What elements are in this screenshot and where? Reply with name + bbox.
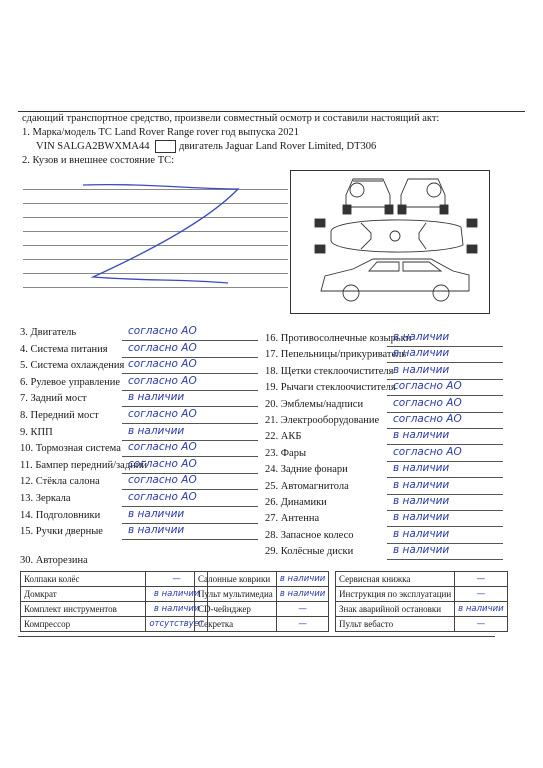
item-label: 3. Двигатель [20,327,77,338]
item-label: 8. Передний мост [20,410,99,421]
inspection-item [20,441,258,457]
header-rule [18,111,525,112]
inspection-item [20,474,258,490]
inspection-item [20,342,258,358]
engine-line: двигатель Jaguar Land Rover Limited, DT306 [179,141,377,152]
equip-value: в наличии [146,587,208,602]
inspection-item [265,544,503,560]
item-label: 12. Стёкла салона [20,476,100,488]
item-handwritten-value: согласно АО [393,380,462,393]
item-label: 6. Рулевое управление [20,376,120,388]
body-condition-lines [23,175,288,295]
equip-value: — [455,587,508,602]
equip-label: Инструкция по эксплуатации [336,587,455,602]
inspection-item [20,425,258,441]
item-handwritten-value: согласно АО [393,445,462,458]
item-handwritten-value: согласно АО [128,358,197,371]
item-label: 11. Бампер передний/задний [20,459,148,471]
item-label: 9. КПП [20,426,53,438]
item-label: 29. Колёсные диски [265,546,354,558]
equip-label: Домкрат [21,587,146,602]
item-label: 5. Система охлаждения [20,360,125,372]
equip-label: Колпаки колёс [21,572,146,587]
vin-redaction-box [155,140,176,153]
equip-value: отсутствует [146,617,208,632]
inspection-item [265,380,503,396]
equip-label: CD-чейнджер [195,602,277,617]
item-handwritten-value: в наличии [393,527,450,540]
table-row [21,617,208,632]
item-label: 20. Эмблемы/надписи [265,398,364,410]
inspection-item [20,375,258,391]
car-diagram [291,171,489,313]
item-underline [122,539,258,540]
inspection-item [265,479,503,495]
inspection-item [20,408,258,424]
tires-heading: 30. Авторезина [20,555,88,566]
equip-label: Салонные коврики [195,572,277,587]
item-label: 27. Антенна [265,513,320,525]
item-label: 19. Рычаги стеклоочистителя [265,382,396,394]
item-handwritten-value: в наличии [128,507,185,520]
equipment-table-2 [194,571,329,632]
item-handwritten-value: в наличии [393,347,450,360]
item-handwritten-value: в наличии [393,331,450,343]
inspection-item [265,528,503,544]
table-row [21,587,208,602]
item-handwritten-value: в наличии [393,462,450,475]
inspection-item [265,495,503,511]
inspection-item [265,347,503,363]
equip-value: в наличии [146,602,208,617]
equip-value: — [276,602,329,617]
item-handwritten-value: согласно АО [128,457,197,470]
make-model-line: 1. Марка/модель ТС Land Rover Range rover год выпуска 2021 [22,127,299,138]
equip-value: в наличии [276,587,329,602]
item-handwritten-value: согласно АО [128,441,197,454]
table-row [195,617,329,632]
table-row [336,572,508,587]
inspection-item [20,358,258,374]
item-handwritten-value: в наличии [128,391,185,404]
item-label: 22. АКБ [265,431,302,443]
item-handwritten-value: согласно АО [393,413,462,425]
item-label: 17. Пепельницы/прикуриватель [265,349,407,361]
inspection-item [20,491,258,507]
inspection-item [20,325,258,341]
item-label: 4. Система питания [20,343,108,355]
inspection-item [265,413,503,429]
footer-rule [18,636,495,637]
equip-label: Знак аварийной остановки [336,602,455,617]
table-row [21,572,208,587]
item-handwritten-value: в наличии [128,424,185,437]
equip-value: — [455,617,508,632]
car-diagram-frame [290,170,490,314]
equip-value: в наличии [276,572,329,587]
table-row [336,587,508,602]
item-label: 25. Автомагнитола [265,480,349,492]
item-handwritten-value: в наличии [393,495,450,507]
item-handwritten-value: согласно АО [128,474,197,487]
item-underline [387,559,503,560]
table-row [21,602,208,617]
item-handwritten-value: в наличии [393,511,450,524]
item-label: 23. Фары [265,447,307,459]
equip-value: — [146,572,208,587]
item-handwritten-value: в наличии [128,524,185,537]
inspection-item [265,446,503,462]
table-row [336,617,508,632]
item-label: 10. Тормозная система [20,443,121,455]
intro-text: сдающий транспортное средство, произвели совместный осмотр и составили настоящий акт: [22,113,440,124]
equip-value: в наличии [455,602,508,617]
equipment-table-1 [20,571,208,632]
item-handwritten-value: согласно АО [128,341,197,354]
item-label: 16. Противосолнечные козырьки [265,333,412,344]
item-label: 26. Динамики [265,497,327,508]
item-label: 28. Запасное колесо [265,529,354,541]
table-row [195,572,329,587]
strike-z-mark [23,175,288,295]
item-label: 13. Зеркала [20,493,71,504]
item-handwritten-value: согласно АО [393,396,462,409]
item-label: 14. Подголовники [20,509,101,521]
body-condition-heading: 2. Кузов и внешнее состояние ТС: [22,155,175,166]
item-label: 7. Задний мост [20,393,87,405]
item-handwritten-value: в наличии [393,544,450,557]
vin-prefix: VIN SALGA2BWXMA44 [36,141,150,152]
equip-label: Сервисная книжка [336,572,455,587]
inspection-item [20,391,258,407]
equip-label: Пульт вебасто [336,617,455,632]
item-handwritten-value: согласно АО [128,325,197,337]
inspection-item [20,524,258,540]
equip-value: — [276,617,329,632]
equip-label: Пульт мультимедиа [195,587,277,602]
equip-label: Комплект инструментов [21,602,146,617]
inspection-item [265,331,503,347]
item-handwritten-value: в наличии [393,429,450,442]
equipment-table-3 [335,571,508,632]
equip-label: Компрессор [21,617,146,632]
item-label: 15. Ручки дверные [20,526,103,538]
inspection-item [265,462,503,478]
inspection-item [20,458,258,474]
equip-value: — [455,572,508,587]
table-row [195,602,329,617]
item-label: 24. Задние фонари [265,464,348,476]
item-handwritten-value: согласно АО [128,374,197,387]
table-row [336,602,508,617]
table-row [195,587,329,602]
equip-label: Секретка [195,617,277,632]
item-label: 18. Щетки стеклоочистителя [265,365,394,377]
inspection-item [265,429,503,445]
item-handwritten-value: в наличии [393,478,450,491]
item-handwritten-value: согласно АО [128,491,197,503]
inspection-item [265,364,503,380]
item-handwritten-value: в наличии [393,363,450,376]
inspection-item [265,397,503,413]
inspection-item [20,508,258,524]
inspection-item [265,511,503,527]
item-label: 21. Электрооборудование [265,415,380,426]
item-handwritten-value: согласно АО [128,408,197,420]
